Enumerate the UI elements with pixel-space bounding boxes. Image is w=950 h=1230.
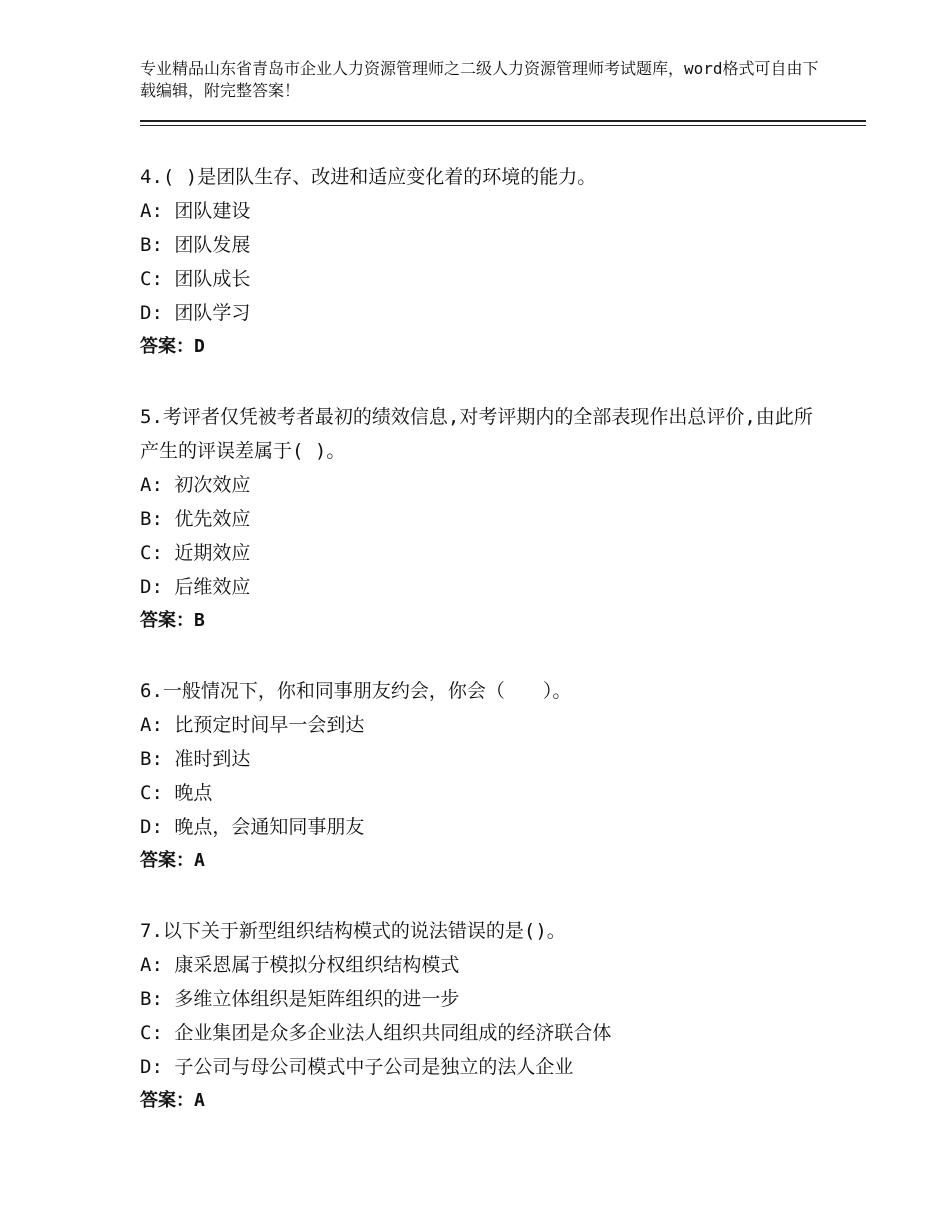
option-d: D: 晚点，会通知同事朋友: [140, 816, 365, 838]
option-b: B: 优先效应: [140, 508, 251, 530]
answer-line: 答案：A: [140, 1090, 205, 1111]
question-list: [140, 160, 830, 1154]
option-d: D: 团队学习: [140, 302, 251, 324]
header-rule-thick: [140, 120, 866, 122]
option-a: A: 比预定时间早一会到达: [140, 714, 365, 736]
option-a: A: 团队建设: [140, 200, 251, 222]
question-7: [140, 914, 830, 1118]
option-d: D: 子公司与母公司模式中子公司是独立的法人企业: [140, 1056, 574, 1078]
question-4: [140, 160, 830, 364]
question-6: [140, 674, 830, 878]
question-text: 5.考评者仅凭被考者最初的绩效信息,对考评期内的全部表现作出总评价,由此所产生的评误差属于( )。: [140, 406, 813, 462]
option-c: C: 晚点: [140, 782, 213, 804]
question-text: 7.以下关于新型组织结构模式的说法错误的是()。: [140, 920, 566, 942]
question-text: 4.( )是团队生存、改进和适应变化着的环境的能力。: [140, 166, 597, 188]
option-c: C: 团队成长: [140, 268, 251, 290]
option-b: B: 多维立体组织是矩阵组织的进一步: [140, 988, 460, 1010]
document-header: 专业精品山东省青岛市企业人力资源管理师之二级人力资源管理师考试题库，word格式可自由下载编辑，附完整答案！: [140, 59, 819, 100]
option-d: D: 后维效应: [140, 576, 251, 598]
question-text: 6.一般情况下，你和同事朋友约会，你会（ ）。: [140, 680, 572, 702]
question-5: [140, 400, 830, 638]
option-a: A: 康采恩属于模拟分权组织结构模式: [140, 954, 460, 976]
answer-line: 答案：A: [140, 850, 205, 871]
option-b: B: 团队发展: [140, 234, 251, 256]
header-rule-thin: [140, 125, 866, 126]
answer-line: 答案：D: [140, 336, 205, 357]
answer-line: 答案：B: [140, 610, 205, 631]
option-a: A: 初次效应: [140, 474, 251, 496]
option-c: C: 近期效应: [140, 542, 251, 564]
option-c: C: 企业集团是众多企业法人组织共同组成的经济联合体: [140, 1022, 612, 1044]
option-b: B: 准时到达: [140, 748, 251, 770]
